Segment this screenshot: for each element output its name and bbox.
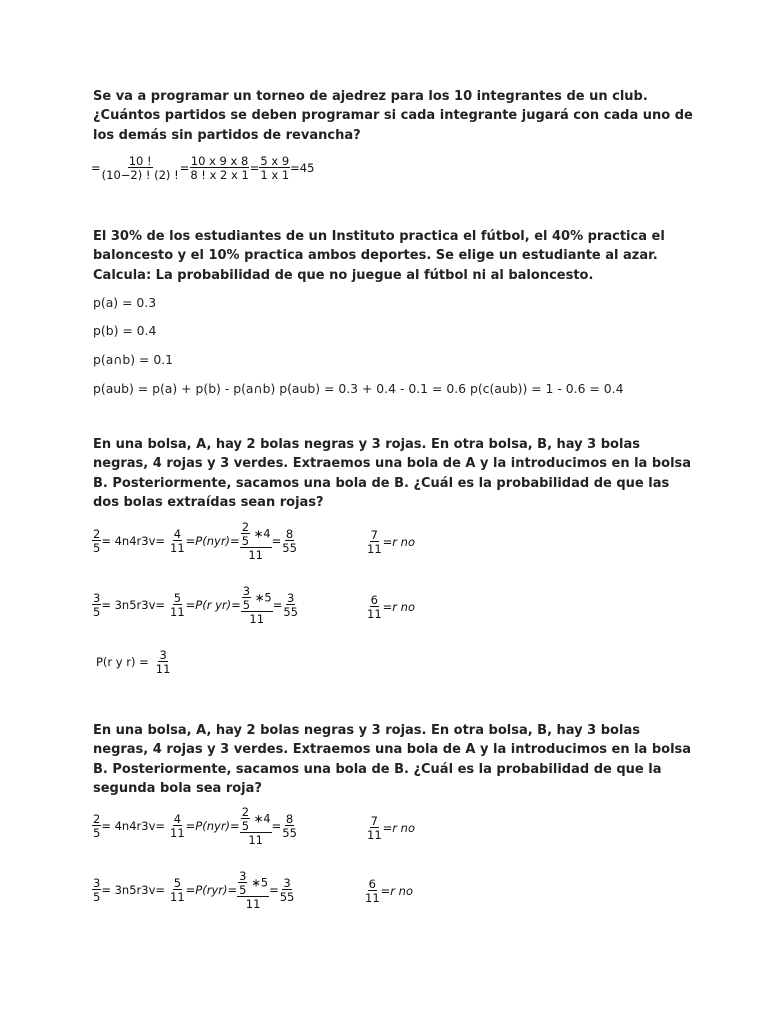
frac-den: 5 [93, 826, 101, 841]
frac-den: 11 [249, 612, 265, 627]
inner-frac [238, 870, 247, 896]
line-pb: p(b) = 0.4 [93, 323, 157, 338]
line-paub: p(aub) = p(a) + p(b) - p(a∩b) p(aub) = 0.3 + 0.4 - 0.1 = 0.6 p(c(aub)) = 1 - 0.6 = 0.4 [93, 381, 624, 396]
s3-r2-frac-d [282, 592, 299, 618]
s3-r2-frac-a [92, 592, 101, 618]
result: =45 [290, 161, 315, 176]
s3-r2-p: =P(r yr)= [185, 598, 241, 613]
frac-den: 11 [170, 541, 185, 556]
s3-row2-equation [92, 585, 299, 625]
s3-r1-tail: =r no [382, 535, 415, 550]
frac-num: 2 [93, 527, 101, 542]
frac-den: 55 [283, 605, 298, 620]
eq-sign: = [271, 819, 282, 834]
line-pa: p(a) = 0.3 [93, 295, 157, 310]
s4-r1-frac-e [366, 815, 383, 841]
frac-den: 55 [282, 826, 297, 841]
frac-num: 8 [285, 812, 294, 827]
frac-num [237, 870, 269, 897]
frac-den: 11 [170, 826, 185, 841]
s4-r2-frac-a [92, 877, 101, 903]
s3-r1-frac-a [92, 528, 101, 554]
s3-r1-mid: = 4n4r3v= [101, 534, 166, 549]
frac-den: 5 [93, 541, 101, 556]
s4-r1-frac-b [169, 813, 186, 839]
frac-den: 11 [170, 605, 185, 620]
frac-den: 11 [155, 662, 171, 677]
frac-num: 4 [173, 812, 182, 827]
s4-r2-frac-b [169, 877, 186, 903]
frac-num: 3 [287, 591, 295, 606]
frac-den: 5 [93, 605, 101, 620]
frac-den: 5 [241, 534, 250, 549]
s3-row1-side [366, 529, 415, 555]
frac-num [241, 585, 273, 612]
s3-final [96, 649, 171, 675]
equation-combinations [91, 155, 314, 181]
s4-r1-frac-c [240, 806, 272, 846]
fraction-2-num: 10 x 9 x 8 [190, 154, 249, 168]
fraction-1-num: 10 ! [128, 154, 152, 168]
s4-r2-p: =P(ryr)= [185, 883, 238, 898]
s3-r2-frac-c [241, 585, 273, 625]
s3-r2-frac-e [366, 594, 383, 620]
frac-num: 7 [370, 528, 378, 542]
line-pab: p(a∩b) = 0.1 [93, 352, 174, 367]
frac-den: 11 [248, 548, 263, 563]
fraction-3-num: 5 x 9 [260, 154, 290, 168]
s3-r1-frac-c [240, 521, 272, 561]
question-1: Se va a programar un torneo de ajedrez para los 10 integrantes de un club. ¿Cuántos partidos se deben programar si cada integrante jugará con cada uno de los demás sin partidos de revancha? [93, 89, 693, 143]
frac-den: 11 [367, 542, 382, 557]
multiplier: ∗4 [253, 811, 271, 826]
s3-r1-frac-e [366, 529, 383, 555]
frac-num: 6 [368, 877, 376, 891]
final-label: P(r y r) = [96, 655, 149, 670]
frac-den: 5 [239, 883, 247, 898]
s4-row1-equation [92, 806, 298, 846]
s4-r2-frac-e [364, 878, 381, 904]
eq-sign: = [271, 534, 282, 549]
s4-row2-side [364, 878, 413, 904]
fraction-1 [101, 155, 180, 181]
frac-den: 5 [242, 598, 251, 613]
s3-r1-frac-b [169, 528, 186, 554]
s3-row1-equation [92, 521, 298, 561]
frac-den: 11 [170, 890, 185, 905]
fraction-2-den: 8 ! x 2 x 1 [190, 168, 249, 183]
multiplier: ∗5 [254, 590, 272, 605]
question-2: El 30% de los estudiantes de un Instituto practica el fútbol, el 40% practica el baloncesto y el 10% practica ambos deportes. Se elige un estudiante al azar. Calcula: La probabilidad de que no juegue al fútbol ni al baloncesto. [93, 229, 665, 283]
frac-den: 11 [245, 897, 261, 912]
frac-den: 55 [282, 541, 297, 556]
frac-num [240, 806, 272, 833]
inner-frac [241, 806, 250, 832]
eq-prefix: = [91, 161, 101, 176]
s3-r2-mid: = 3n5r3v= [101, 598, 166, 613]
eq-sign: = [269, 883, 279, 898]
frac-num: 4 [173, 527, 182, 542]
question-4: En una bolsa, A, hay 2 bolas negras y 3 rojas. En otra bolsa, B, hay 3 bolas negras, 4 rojas y 3 verdes. Extraemos una bola de A y la introducimos en la bolsa B. Posteriormente, sacamos una bola de B. ¿Cuál es la probabilidad de que la segunda bola sea roja? [93, 723, 692, 796]
question-3: En una bolsa, A, hay 2 bolas negras y 3 rojas. En otra bolsa, B, hay 3 bolas negras, 4 rojas y 3 verdes. Extraemos una bola de A y la introducimos en la bolsa B. Posteriormente, sacamos una bola de B. ¿Cuál es la probabilidad de que las dos bolas extraídas sean rojas? [93, 437, 692, 510]
multiplier: ∗5 [251, 875, 269, 890]
s3-r2-tail: =r no [382, 600, 415, 615]
frac-num: 7 [370, 814, 378, 828]
final-frac [155, 649, 172, 675]
s4-row1-side [366, 815, 415, 841]
frac-den: 11 [367, 828, 382, 843]
s4-row2-equation [92, 870, 295, 910]
frac-num: 5 [173, 591, 182, 606]
fraction-2 [189, 155, 249, 181]
frac-num: 6 [370, 593, 378, 607]
s4-r1-mid: = 4n4r3v= [101, 819, 166, 834]
s3-row2-side [366, 594, 415, 620]
frac-den: 11 [365, 891, 380, 906]
frac-den: 55 [279, 890, 295, 905]
s4-r2-frac-d [279, 877, 296, 903]
fraction-3 [259, 155, 290, 181]
frac-num: 2 [93, 812, 101, 827]
s3-r2-frac-b [169, 592, 186, 618]
frac-den: 5 [93, 890, 101, 905]
s4-r2-frac-c [237, 870, 269, 910]
frac-num: 5 [173, 876, 182, 891]
frac-num: 3 [239, 869, 247, 883]
frac-num: 3 [93, 876, 101, 891]
eq-sign: = [272, 598, 283, 613]
frac-num: 3 [93, 591, 101, 606]
frac-num: 8 [285, 527, 294, 542]
frac-num: 2 [241, 805, 250, 819]
frac-num: 3 [242, 584, 251, 598]
s4-r1-tail: =r no [382, 821, 415, 836]
s3-r1-p: =P(nyr)= [185, 534, 240, 549]
frac-den: 5 [241, 819, 250, 834]
s4-r2-mid: = 3n5r3v= [101, 883, 166, 898]
frac-num: 2 [241, 520, 250, 534]
fraction-3-den: 1 x 1 [260, 168, 290, 183]
fraction-1-den: (10−2) ! (2) ! [101, 168, 179, 183]
frac-den: 11 [248, 833, 263, 848]
frac-num [240, 521, 272, 548]
frac-den: 11 [367, 607, 382, 622]
eq-sign: = [179, 161, 190, 176]
s4-r1-frac-a [92, 813, 101, 839]
inner-frac [242, 585, 251, 611]
multiplier: ∗4 [253, 526, 271, 541]
s4-r2-tail: =r no [380, 884, 413, 899]
frac-num: 3 [283, 876, 291, 891]
s3-r1-frac-d [281, 528, 298, 554]
eq-sign: = [249, 161, 260, 176]
s4-r1-frac-d [281, 813, 298, 839]
frac-num: 3 [159, 648, 167, 662]
inner-frac [241, 521, 250, 547]
s4-r1-p: =P(nyr)= [185, 819, 240, 834]
